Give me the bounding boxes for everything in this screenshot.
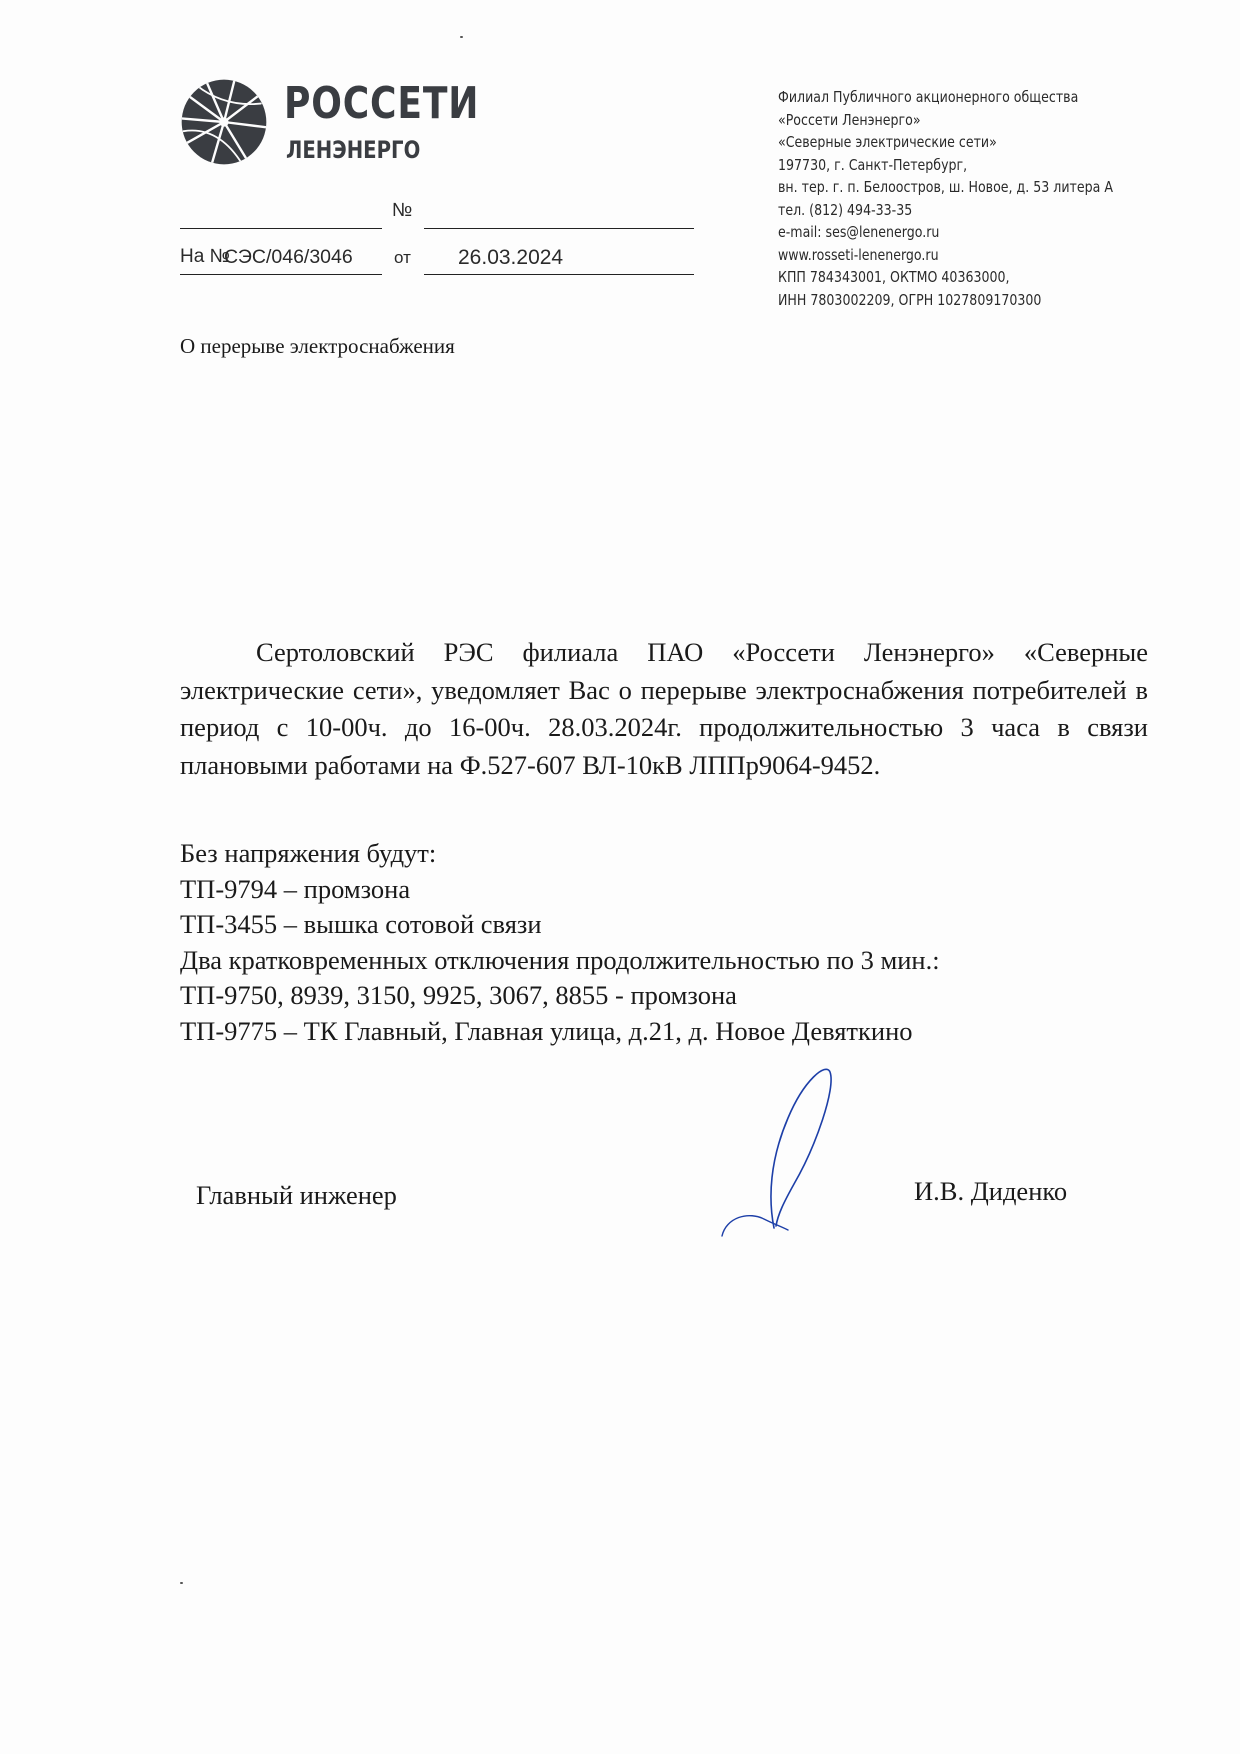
company-line: Филиал Публичного акционерного общества	[778, 88, 1079, 106]
number-sign: №	[392, 200, 413, 221]
list-item: ТП-9775 – ТК Главный, Главная улица, д.21, д. Новое Девяткино	[180, 1015, 913, 1046]
ref-number: СЭС/046/3046	[224, 246, 353, 268]
logo-subtitle: ЛЕНЭНЕРГО	[286, 136, 421, 164]
list-item: Два кратковременных отключения продолжительностью по 3 мин.:	[180, 944, 940, 975]
outgoing-number-line	[180, 228, 382, 229]
company-line: вн. тер. г. п. Белоостров, ш. Новое, д. 53 литера А	[778, 178, 1113, 196]
ref-date-line	[424, 274, 694, 275]
logo-wordmark: РОССЕТИ	[284, 78, 480, 129]
company-line: «Россети Ленэнерго»	[778, 110, 921, 129]
letter-subject: О перерыве электроснабжения	[180, 334, 455, 358]
company-website: www.rosseti-lenenergo.ru	[778, 245, 939, 264]
handwritten-signature	[712, 1060, 852, 1240]
ref-date: 26.03.2024	[458, 246, 564, 269]
company-details	[778, 86, 1131, 311]
scan-speck	[180, 1582, 183, 1584]
signer-name: И.В. Диденко	[914, 1176, 1068, 1206]
rosseti-logo-icon	[178, 76, 270, 168]
signer-title: Главный инженер	[196, 1180, 397, 1210]
ref-number-line	[180, 274, 382, 275]
outgoing-date-line	[424, 228, 694, 229]
ref-from-label: от	[394, 248, 411, 267]
list-item: ТП-3455 – вышка сотовой связи	[180, 909, 542, 939]
company-email: e-mail: ses@lenenergo.ru	[778, 223, 940, 241]
company-line: 197730, г. Санкт-Петербург,	[778, 155, 968, 174]
scan-speck	[460, 36, 463, 38]
company-line: тел. (812) 494-33-35	[778, 200, 913, 219]
company-line: КПП 784343001, ОКТМО 40363000,	[778, 268, 1010, 286]
body-paragraph: Сертоловский РЭС филиала ПАО «Россети Ленэнерго» «Северные электрические сети», уведомляет Вас о перерыве электроснабжения потребителей в период с 10-00ч. до 16-00ч. 28.03.2024г. продолжительностью 3 часа в связи плановыми работами на Ф.527-607 ВЛ-10кВ ЛППр9064-9452.	[180, 637, 1148, 780]
rosseti-logo	[178, 76, 478, 176]
company-line: ИНН 7803002209, ОГРН 1027809170300	[778, 290, 1042, 309]
company-line: «Северные электрические сети»	[778, 133, 997, 151]
list-item: ТП-9794 – промзона	[180, 873, 411, 904]
list-item: ТП-9750, 8939, 3150, 9925, 3067, 8855 - промзона	[180, 980, 737, 1010]
list-item: Без напряжения будут:	[180, 838, 437, 868]
ref-label: На №	[180, 246, 230, 267]
outage-list	[180, 836, 1160, 1049]
